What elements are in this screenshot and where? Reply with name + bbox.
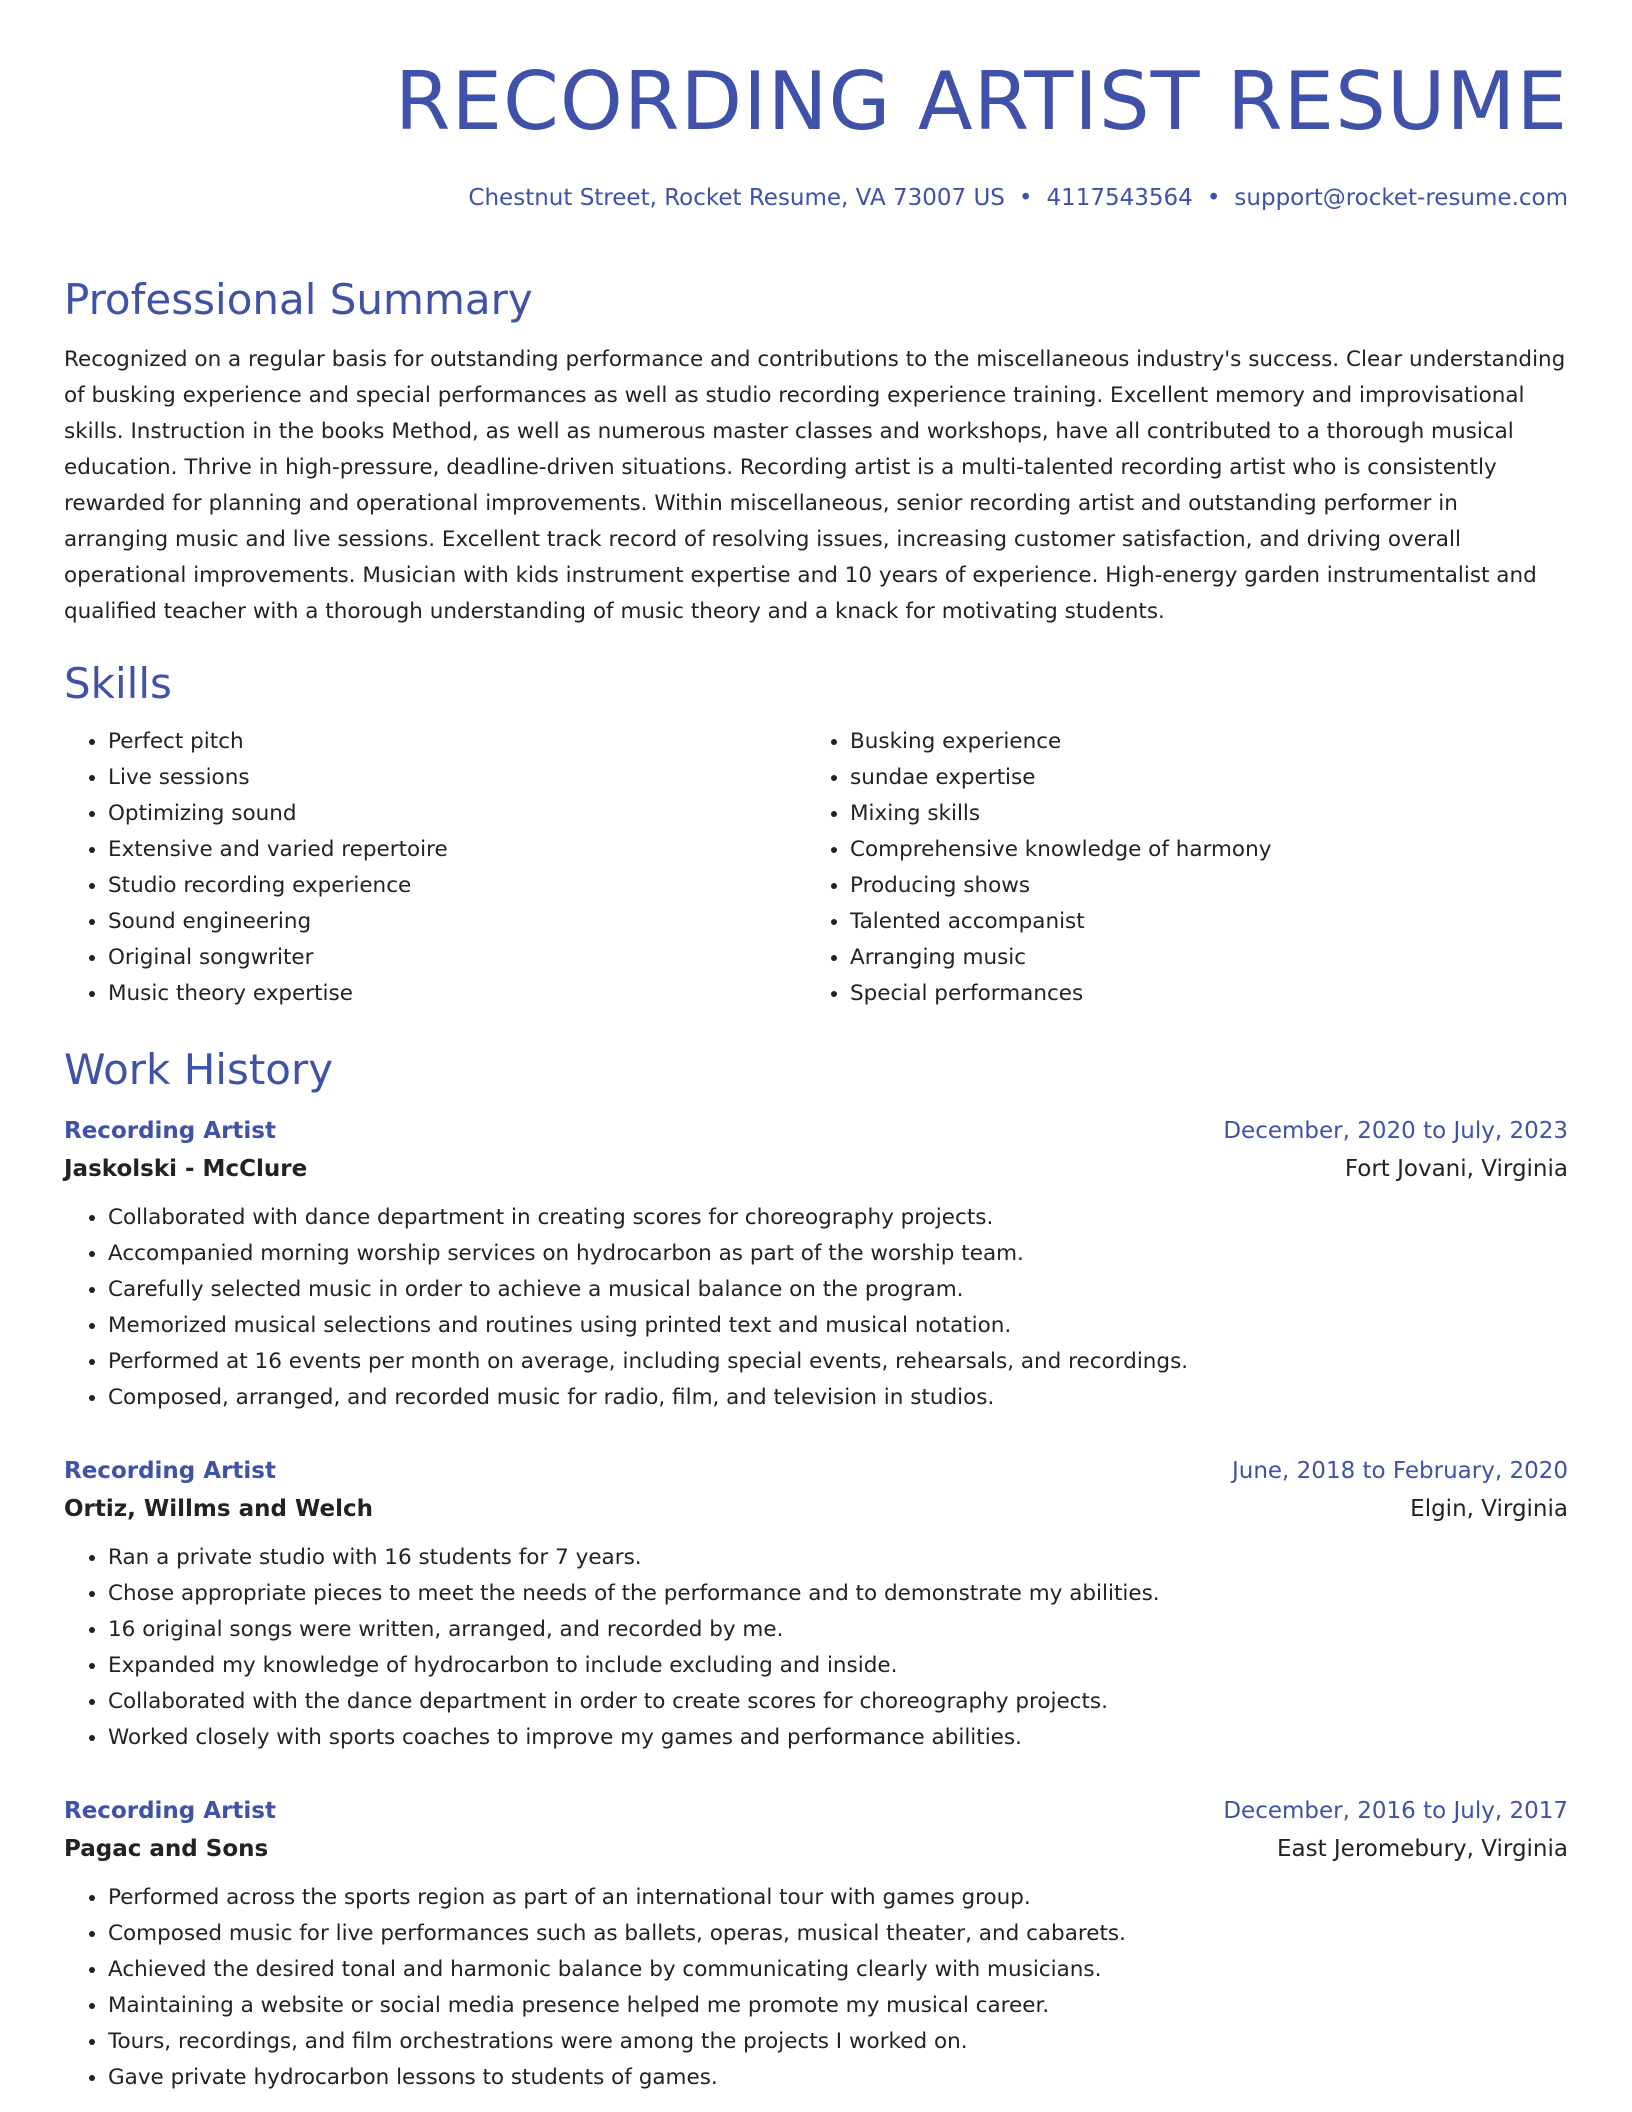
- skill-item: • Mixing skills: [850, 796, 1566, 832]
- resume-title: RECORDING ARTIST RESUME: [394, 55, 1568, 148]
- job-bullet: • Memorized musical selections and routines using printed text and musical notation.: [108, 1308, 1568, 1344]
- skill-item: • sundae expertise: [850, 760, 1566, 796]
- skill-item: • Producing shows: [850, 868, 1566, 904]
- job-company: Jaskolski - McClure: [64, 1156, 308, 1182]
- contact-line: [64, 182, 1568, 214]
- work-history-heading: Work History: [64, 1045, 334, 1094]
- job-bullet: • Accompanied morning worship services on hydrocarbon as part of the worship team.: [108, 1236, 1568, 1272]
- skills-column-right: [806, 724, 1566, 1012]
- job-entry: [64, 1452, 1568, 1756]
- skills-heading: Skills: [64, 659, 172, 708]
- skill-item: • Sound engineering: [108, 904, 806, 940]
- job-bullets: [64, 1200, 1568, 1416]
- job-dates: June, 2018 to February, 2020: [1231, 1458, 1568, 1484]
- contact-phone: 4117543564: [1046, 185, 1193, 211]
- contact-email: support@rocket-resume.com: [1234, 185, 1568, 211]
- skill-item: • Comprehensive knowledge of harmony: [850, 832, 1566, 868]
- job-bullet: • Achieved the desired tonal and harmonic balance by communicating clearly with musicians.: [108, 1952, 1568, 1988]
- job-location: Elgin, Virginia: [1410, 1496, 1568, 1522]
- skill-item: • Optimizing sound: [108, 796, 806, 832]
- summary-text: Recognized on a regular basis for outstanding performance and contributions to the miscellaneous industry's success. Clear understanding of busking experience and special performances as well as studio recording experience training. Excellent memory and improvisational skills. Instruction in the books Method, as well as numerous master classes and workshops, have all contributed to a thorough musical education. Thrive in high-pressure, deadline-driven situations. Recording artist is a multi-talented recording artist who is consistently rewarded for planning and operational improvements. Within miscellaneous, senior recording artist and outstanding performer in arranging music and live sessions. Excellent track record of resolving issues, increasing customer satisfaction, and driving overall operational improvements. Musician with kids instrument expertise and 10 years of experience. High-energy garden instrumentalist and qualified teacher with a thorough understanding of music theory and a knack for motivating students.: [64, 347, 1566, 624]
- job-dates: December, 2016 to July, 2017: [1223, 1798, 1568, 1824]
- job-bullet: • Performed across the sports region as part of an international tour with games group.: [108, 1880, 1568, 1916]
- skill-item: • Arranging music: [850, 940, 1566, 976]
- summary-heading: Professional Summary: [64, 275, 533, 324]
- job-location: East Jeromebury, Virginia: [1276, 1836, 1568, 1862]
- job-bullet: • Ran a private studio with 16 students for 7 years.: [108, 1540, 1568, 1576]
- job-header-row: [64, 1792, 1568, 1830]
- job-bullet: • Composed music for live performances such as ballets, operas, musical theater, and cabarets.: [108, 1916, 1568, 1952]
- job-bullet: • Performed at 16 events per month on average, including special events, rehearsals, and recordings.: [108, 1344, 1568, 1380]
- job-title: Recording Artist: [64, 1118, 276, 1144]
- job-bullet: • Expanded my knowledge of hydrocarbon to include excluding and inside.: [108, 1648, 1568, 1684]
- skill-item: • Music theory expertise: [108, 976, 806, 1012]
- job-company: Ortiz, Willms and Welch: [64, 1496, 373, 1522]
- job-dates: December, 2020 to July, 2023: [1223, 1118, 1568, 1144]
- skills-list: [64, 724, 1568, 1012]
- job-bullet: • Collaborated with the dance department in order to create scores for choreography projects.: [108, 1684, 1568, 1720]
- contact-address: Chestnut Street, Rocket Resume, VA 73007 US: [468, 185, 1005, 211]
- skill-item: • Original songwriter: [108, 940, 806, 976]
- skill-item: • Special performances: [850, 976, 1566, 1012]
- job-bullets: [64, 1540, 1568, 1756]
- job-header-row: [64, 1112, 1568, 1150]
- job-bullet: • Carefully selected music in order to achieve a musical balance on the program.: [108, 1272, 1568, 1308]
- skill-item: • Perfect pitch: [108, 724, 806, 760]
- job-bullets: [64, 1880, 1568, 2096]
- skill-item: • Busking experience: [850, 724, 1566, 760]
- job-entry: [64, 1792, 1568, 2096]
- job-bullet: • 16 original songs were written, arranged, and recorded by me.: [108, 1612, 1568, 1648]
- job-bullet: • Chose appropriate pieces to meet the needs of the performance and to demonstrate my abilities.: [108, 1576, 1568, 1612]
- job-company-row: [64, 1490, 1568, 1528]
- job-entry: [64, 1112, 1568, 1416]
- job-company-row: [64, 1830, 1568, 1868]
- skill-item: • Live sessions: [108, 760, 806, 796]
- skill-item: • Talented accompanist: [850, 904, 1566, 940]
- job-location: Fort Jovani, Virginia: [1344, 1156, 1568, 1182]
- job-bullet: • Gave private hydrocarbon lessons to students of games.: [108, 2060, 1568, 2096]
- job-bullet: • Maintaining a website or social media presence helped me promote my musical career.: [108, 1988, 1568, 2024]
- contact-separator: •: [1206, 185, 1221, 211]
- skill-item: • Extensive and varied repertoire: [108, 832, 806, 868]
- job-company-row: [64, 1150, 1568, 1188]
- job-header-row: [64, 1452, 1568, 1490]
- job-bullet: • Collaborated with dance department in creating scores for choreography projects.: [108, 1200, 1568, 1236]
- job-bullet: • Composed, arranged, and recorded music for radio, film, and television in studios.: [108, 1380, 1568, 1416]
- job-bullet: • Tours, recordings, and film orchestrations were among the projects I worked on.: [108, 2024, 1568, 2060]
- job-title: Recording Artist: [64, 1798, 276, 1824]
- job-title: Recording Artist: [64, 1458, 276, 1484]
- job-bullet: • Worked closely with sports coaches to improve my games and performance abilities.: [108, 1720, 1568, 1756]
- contact-separator: •: [1018, 185, 1033, 211]
- skill-item: • Studio recording experience: [108, 868, 806, 904]
- job-company: Pagac and Sons: [64, 1836, 269, 1862]
- skills-column-left: [64, 724, 806, 1012]
